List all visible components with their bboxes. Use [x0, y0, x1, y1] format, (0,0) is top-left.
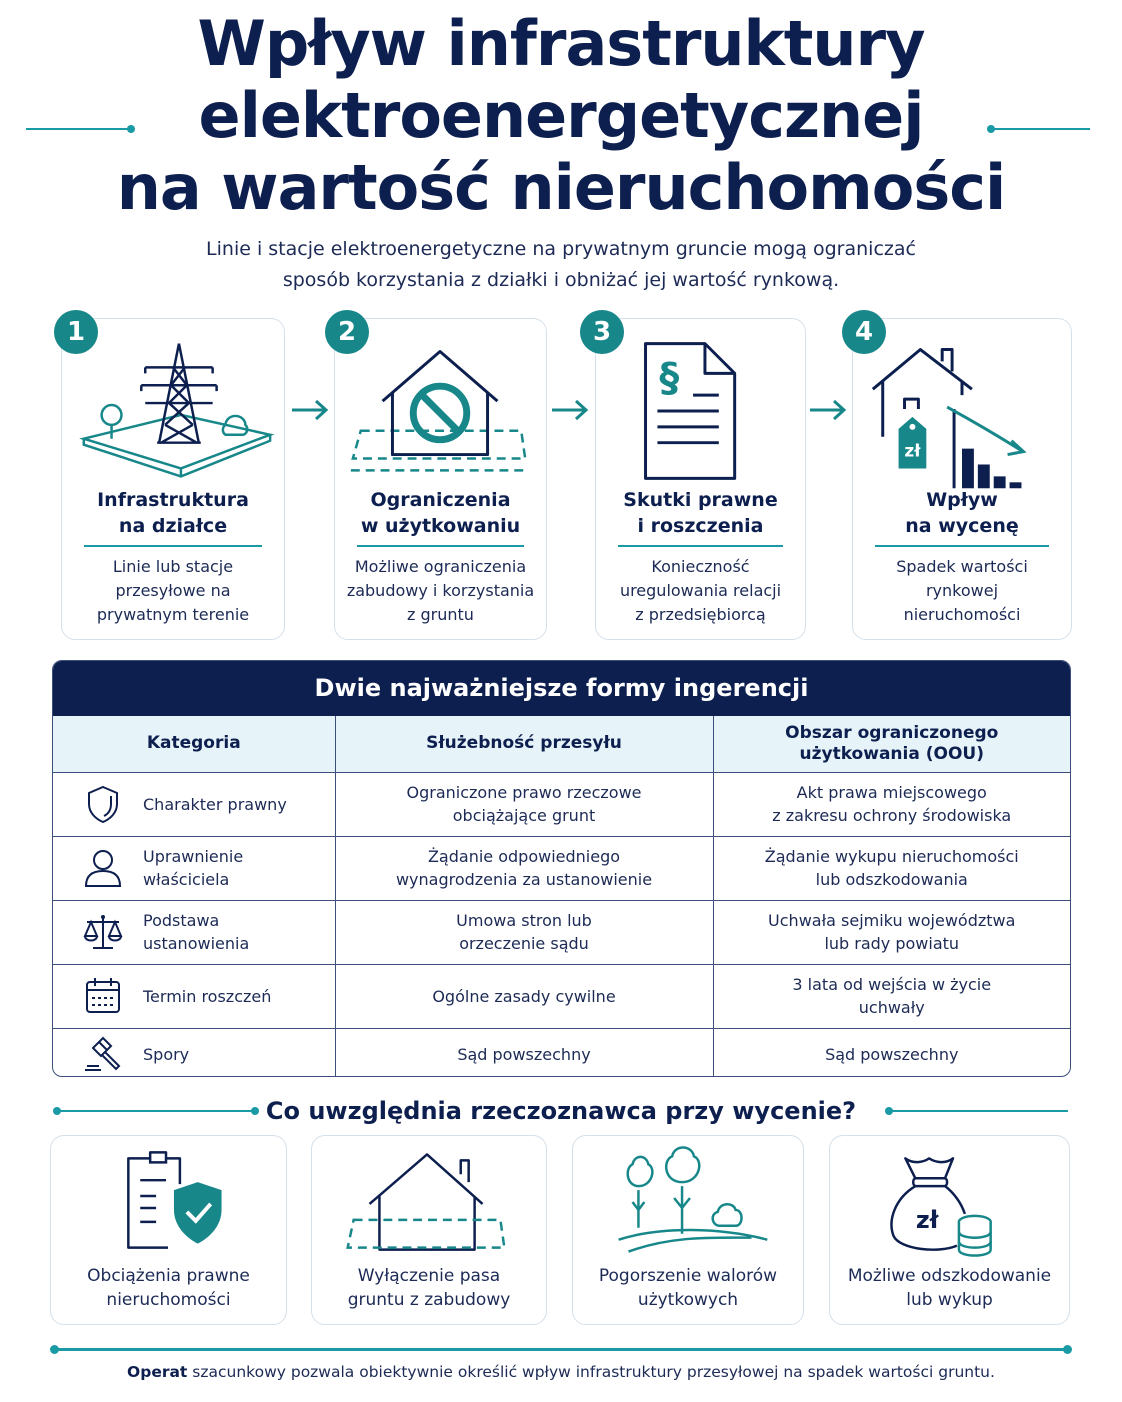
cell-text: orzeczenie sądu: [459, 934, 589, 953]
cell-text: Sąd powszechny: [457, 1044, 591, 1064]
cell-text: Ogólne zasady cywilne: [432, 986, 616, 1006]
factor-label-line: lub wykup: [906, 1290, 993, 1310]
arrow-right-icon: [808, 398, 848, 422]
paragraph-symbol: §: [659, 355, 680, 402]
title-deco-line-right: [990, 128, 1090, 130]
section-title: Co uwzględnia rzeczoznawca przy wycenie?: [265, 1097, 857, 1125]
factor-label-line: Możliwe odszkodowanie: [847, 1266, 1052, 1286]
divider: [618, 545, 783, 547]
comparison-table: [52, 660, 1071, 1077]
column-header-text: Kategoria: [146, 733, 241, 754]
step-title-line: Skutki prawne: [623, 489, 778, 511]
factor-label-line: nieruchomości: [106, 1290, 231, 1310]
gavel-icon: [81, 1034, 125, 1074]
factor-label: [51, 1264, 286, 1312]
cell-text: lub rady powiatu: [824, 934, 960, 953]
cell-text: Akt prawa miejscowego: [796, 783, 987, 802]
title-line-1: Wpływ infrastruktury: [197, 7, 925, 80]
oou-cell: [713, 964, 1070, 1028]
step-description: [853, 555, 1071, 627]
subtitle-line-1: Linie i stacje elektroenergetyczne na prywatnym gruncie mogą ograniczać: [206, 238, 916, 260]
divider: [875, 545, 1049, 547]
step-badge-1: 1: [54, 310, 98, 354]
trees-landscape-icon: [573, 1146, 803, 1258]
step-card-4: [852, 318, 1072, 640]
step-title: [853, 487, 1071, 539]
cell-text: Uchwała sejmiku województwa: [768, 911, 1016, 930]
step-badge-4: 4: [842, 310, 886, 354]
easement-cell: [335, 836, 713, 900]
cell-text: obciążające grunt: [452, 806, 596, 825]
table-row: [53, 964, 1070, 1028]
cell-text: Umowa stron lub: [456, 911, 592, 930]
category-label: Termin roszczeń: [143, 986, 272, 1006]
page-title: [0, 8, 1122, 224]
divider: [357, 545, 524, 547]
footer-bold-word: Operat: [127, 1363, 188, 1381]
factor-label-line: Wyłączenie pasa: [357, 1266, 501, 1286]
step-title-line: Infrastruktura: [97, 489, 249, 511]
factor-card-strip-exclusion: [311, 1135, 547, 1325]
step-desc-line: z gruntu: [407, 605, 474, 624]
factor-label-line: gruntu z zabudowy: [347, 1290, 511, 1310]
step-card-3: [595, 318, 806, 640]
factor-label-line: użytkowych: [637, 1290, 739, 1310]
step-description: [62, 555, 284, 627]
subtitle: [0, 234, 1122, 296]
easement-cell: [335, 900, 713, 964]
cell-text: Ograniczone prawo rzeczowe: [406, 783, 642, 802]
step-title-line: na działce: [118, 515, 228, 537]
table-row: [53, 836, 1070, 900]
factor-card-compensation: [829, 1135, 1070, 1325]
title-line-3: na wartość nieruchomości: [116, 151, 1006, 224]
table-row: [53, 1028, 1070, 1077]
user-icon: [81, 848, 125, 888]
category-cell: [53, 964, 335, 1028]
column-header-text: Obszar ograniczonego: [785, 722, 999, 743]
step-desc-line: zabudowy i korzystania: [346, 581, 535, 600]
step-title: [335, 487, 546, 539]
oou-cell: [713, 772, 1070, 836]
category-cell: [53, 900, 335, 964]
category-cell: [53, 1028, 335, 1077]
value-decline-icon: [853, 329, 1071, 489]
factor-card-usability: [572, 1135, 804, 1325]
factor-label: [830, 1264, 1069, 1312]
cell-text: Żądanie wykupu nieruchomości: [764, 847, 1019, 866]
category-cell: [53, 836, 335, 900]
cell-text: wynagrodzenia za ustanowienie: [395, 870, 653, 889]
table-row: [53, 900, 1070, 964]
table-row: [53, 772, 1070, 836]
step-desc-line: nieruchomości: [903, 605, 1021, 624]
category-label: Uprawnienie: [143, 847, 244, 866]
appraiser-section-header: [0, 1094, 1122, 1128]
category-cell: [53, 772, 335, 836]
money-bag-icon: [830, 1146, 1069, 1258]
house-strip-icon: [312, 1146, 546, 1258]
step-desc-line: uregulowania relacji: [619, 581, 782, 600]
step-desc-line: Spadek wartości: [896, 557, 1028, 576]
step-title-line: i roszczenia: [637, 515, 764, 537]
cell-text: z zakresu ochrony środowiska: [772, 806, 1012, 825]
column-header-text: Służebność przesyłu: [426, 733, 622, 754]
step-title-line: w użytkowaniu: [360, 515, 521, 537]
step-title-line: Wpływ: [926, 489, 998, 511]
title-line-2: elektroenergetycznej: [198, 79, 924, 152]
scales-icon: [81, 912, 125, 952]
money-bag-zloty-text: zł: [915, 1205, 939, 1234]
step-card-2: [334, 318, 547, 640]
factor-label: [573, 1264, 803, 1312]
section-deco-line-right: [888, 1110, 1068, 1112]
oou-cell: [713, 1028, 1070, 1077]
step-title-line: na wycenę: [905, 515, 1019, 537]
arrow-right-icon: [290, 398, 330, 422]
category-label: Charakter prawny: [143, 794, 287, 814]
step-desc-line: przesyłowe na: [115, 581, 231, 600]
cell-text: uchwały: [858, 998, 925, 1017]
shield-icon: [81, 784, 125, 824]
step-description: [335, 555, 546, 627]
cell-text: 3 lata od wejścia w życie: [792, 975, 992, 994]
category-label: Podstawa: [143, 911, 220, 930]
footer-divider: [54, 1348, 1068, 1351]
factor-label: [312, 1264, 546, 1312]
power-pylon-icon: [62, 329, 284, 489]
house-prohibited-icon: [335, 329, 546, 489]
easement-cell: [335, 964, 713, 1028]
column-header-text: użytkowania (OOU): [799, 743, 984, 764]
table-title: Dwie najważniejsze formy ingerencji: [53, 661, 1070, 716]
arrow-right-icon: [550, 398, 590, 422]
step-desc-line: z przedsiębiorcą: [635, 605, 766, 624]
easement-cell: [335, 1028, 713, 1077]
category-label: właściciela: [143, 870, 230, 889]
legal-document-icon: [596, 329, 805, 489]
step-card-1: [61, 318, 285, 640]
step-desc-line: rynkowej: [925, 581, 999, 600]
factor-card-legal-burdens: [50, 1135, 287, 1325]
step-title: [62, 487, 284, 539]
title-deco-line-left: [26, 128, 132, 130]
category-label: Spory: [143, 1044, 190, 1064]
category-label: ustanowienia: [143, 934, 250, 953]
step-title: [596, 487, 805, 539]
step-desc-line: Linie lub stacje: [112, 557, 234, 576]
step-title-line: Ograniczenia: [370, 489, 511, 511]
column-header-category: [53, 716, 335, 772]
cell-text: Sąd powszechny: [825, 1044, 959, 1064]
easement-cell: [335, 772, 713, 836]
column-header-easement: [335, 716, 713, 772]
oou-cell: [713, 836, 1070, 900]
footer-note: [0, 1360, 1122, 1384]
zloty-tag-text: zł: [904, 440, 921, 461]
step-desc-line: Konieczność: [651, 557, 750, 576]
column-header-oou: [713, 716, 1070, 772]
factor-label-line: Pogorszenie walorów: [598, 1266, 778, 1286]
oou-cell: [713, 900, 1070, 964]
calendar-icon: [81, 976, 125, 1016]
step-badge-2: 2: [325, 310, 369, 354]
step-badge-3: 3: [580, 310, 624, 354]
cell-text: lub odszkodowania: [815, 870, 968, 889]
subtitle-line-2: sposób korzystania z działki i obniżać jej wartość rynkową.: [282, 269, 840, 291]
footer-text: szacunkowy pozwala obiektywnie określić wpływ infrastruktury przesyłowej na spadek wartości gruntu.: [187, 1363, 995, 1381]
factor-label-line: Obciążenia prawne: [87, 1266, 250, 1286]
cell-text: Żądanie odpowiedniego: [427, 847, 621, 866]
clipboard-shield-icon: [51, 1146, 286, 1258]
step-desc-line: prywatnym terenie: [96, 605, 250, 624]
step-description: [596, 555, 805, 627]
step-desc-line: Możliwe ograniczenia: [354, 557, 527, 576]
divider: [84, 545, 262, 547]
